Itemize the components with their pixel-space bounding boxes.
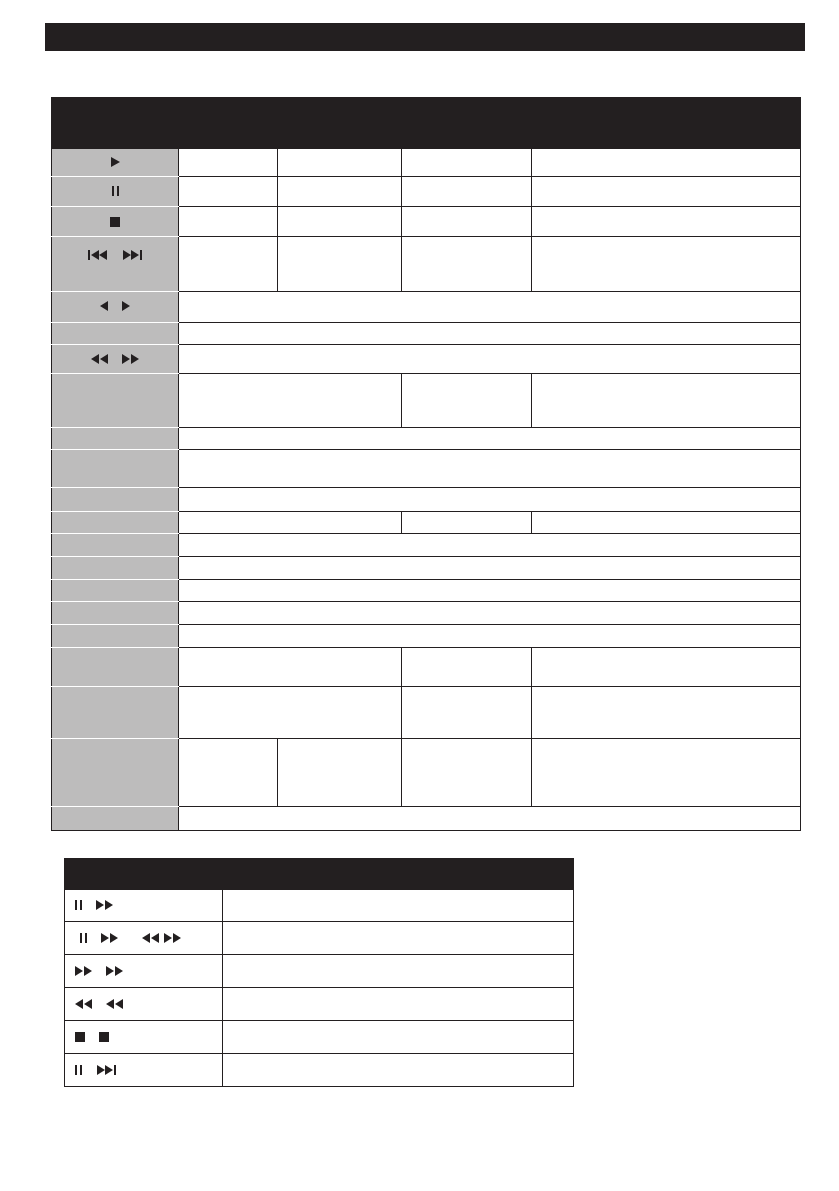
table-cell [179, 806, 801, 830]
rewind-icon [106, 999, 123, 1009]
key-cell [52, 373, 179, 427]
key-cell [65, 955, 223, 988]
table-row [52, 177, 801, 207]
column-header [65, 859, 223, 890]
fast-forward-icon [96, 900, 113, 910]
key-cell [52, 806, 179, 830]
table-cell [532, 511, 801, 533]
table-row [52, 739, 801, 806]
table-cell [278, 207, 402, 237]
table-cell [223, 1054, 574, 1087]
table-row [52, 579, 801, 601]
table-cell [278, 149, 402, 177]
fast-forward-icon [75, 966, 92, 976]
table-row [65, 890, 574, 922]
table-row [52, 648, 801, 687]
skip-forward-icon [96, 1065, 116, 1075]
table-cell [278, 739, 402, 806]
table-cell [532, 687, 801, 739]
table-cell [402, 739, 532, 806]
table-cell [402, 687, 532, 739]
key-cell [52, 450, 179, 488]
column-header [402, 98, 532, 149]
table-cell [223, 922, 574, 955]
table-cell [179, 739, 278, 806]
table-cell [179, 344, 801, 373]
key-cell [52, 322, 179, 344]
column-header [179, 98, 278, 149]
table-row [65, 1021, 574, 1054]
column-header [52, 98, 179, 149]
table-row [52, 237, 801, 291]
table-cell [179, 556, 801, 579]
rewind-icon [91, 354, 108, 364]
table-row [52, 687, 801, 739]
playback-controls-table [51, 97, 801, 831]
table-cell [179, 511, 402, 533]
key-cell [52, 291, 179, 322]
table-row [52, 373, 801, 427]
table-row [52, 624, 801, 647]
table-cell [179, 177, 278, 207]
table-header-row [52, 98, 801, 149]
column-header [223, 859, 574, 890]
table-row [65, 955, 574, 988]
stop-icon [99, 1032, 109, 1042]
table-cell [402, 511, 532, 533]
table-cell [179, 322, 801, 344]
column-header [278, 98, 402, 149]
table-cell [402, 237, 532, 291]
table-header-row [65, 859, 574, 890]
table-cell [223, 890, 574, 922]
key-cell [65, 988, 223, 1021]
rewind-icon [142, 933, 159, 943]
table-row [52, 344, 801, 373]
table-cell [402, 149, 532, 177]
key-cell [52, 739, 179, 806]
key-cell [52, 624, 179, 647]
table-row [65, 988, 574, 1021]
table-cell [179, 237, 278, 291]
fast-forward-icon [122, 354, 139, 364]
pause-icon [75, 900, 82, 910]
table-row [52, 601, 801, 624]
play-icon [111, 157, 120, 167]
table-cell [532, 207, 801, 237]
fast-forward-icon [101, 933, 118, 943]
key-cell [52, 511, 179, 533]
table-row [52, 291, 801, 322]
table-cell [179, 488, 801, 511]
section-header-bar [45, 23, 805, 51]
key-cell [65, 1054, 223, 1087]
fast-forward-icon [106, 966, 123, 976]
key-cell [52, 533, 179, 556]
key-cell [52, 237, 179, 291]
table-cell [532, 177, 801, 207]
pause-icon [80, 933, 87, 943]
key-cell [65, 1021, 223, 1054]
table-cell [179, 428, 801, 450]
table-cell [402, 207, 532, 237]
table-cell [532, 648, 801, 687]
table-row [52, 450, 801, 488]
key-cell [52, 556, 179, 579]
table-cell [179, 624, 801, 647]
table-cell [223, 1021, 574, 1054]
skip-forward-icon [122, 250, 142, 260]
table-row [52, 533, 801, 556]
table-cell [223, 988, 574, 1021]
table-cell [402, 177, 532, 207]
key-cell [52, 344, 179, 373]
key-cell [52, 177, 179, 207]
left-arrow-icon [100, 301, 108, 311]
table-cell [179, 648, 402, 687]
table-row [52, 322, 801, 344]
table-row [52, 806, 801, 830]
table-cell [402, 373, 532, 427]
table-row [65, 1054, 574, 1087]
table-cell [278, 237, 402, 291]
table-cell [179, 533, 801, 556]
fast-forward-icon [164, 933, 181, 943]
key-cell [52, 648, 179, 687]
transition-table [64, 858, 574, 1087]
pause-icon [112, 186, 119, 196]
table-cell [179, 687, 402, 739]
table-cell [532, 373, 801, 427]
table-row [52, 488, 801, 511]
key-cell [65, 890, 223, 922]
table-cell [179, 373, 402, 427]
table-cell [402, 648, 532, 687]
table-cell [179, 149, 278, 177]
key-cell [52, 149, 179, 177]
table-cell [179, 601, 801, 624]
key-cell [52, 207, 179, 237]
stop-icon [110, 217, 120, 227]
table-row [65, 922, 574, 955]
stop-icon [75, 1032, 85, 1042]
skip-back-icon [88, 250, 108, 260]
table-cell [532, 237, 801, 291]
table-row [52, 556, 801, 579]
table-cell [223, 955, 574, 988]
right-arrow-icon [122, 301, 130, 311]
table-cell [179, 291, 801, 322]
column-header [532, 98, 801, 149]
key-cell [52, 601, 179, 624]
key-cell [52, 488, 179, 511]
table-row [52, 207, 801, 237]
table-cell [532, 149, 801, 177]
table-row [52, 149, 801, 177]
table-cell [179, 450, 801, 488]
table-cell [278, 177, 402, 207]
key-cell [52, 428, 179, 450]
table-cell [179, 579, 801, 601]
table-cell [179, 207, 278, 237]
rewind-icon [75, 999, 92, 1009]
key-cell [52, 687, 179, 739]
key-cell [65, 922, 223, 955]
table-row [52, 428, 801, 450]
pause-icon [75, 1065, 82, 1075]
table-cell [532, 739, 801, 806]
key-cell [52, 579, 179, 601]
table-row [52, 511, 801, 533]
